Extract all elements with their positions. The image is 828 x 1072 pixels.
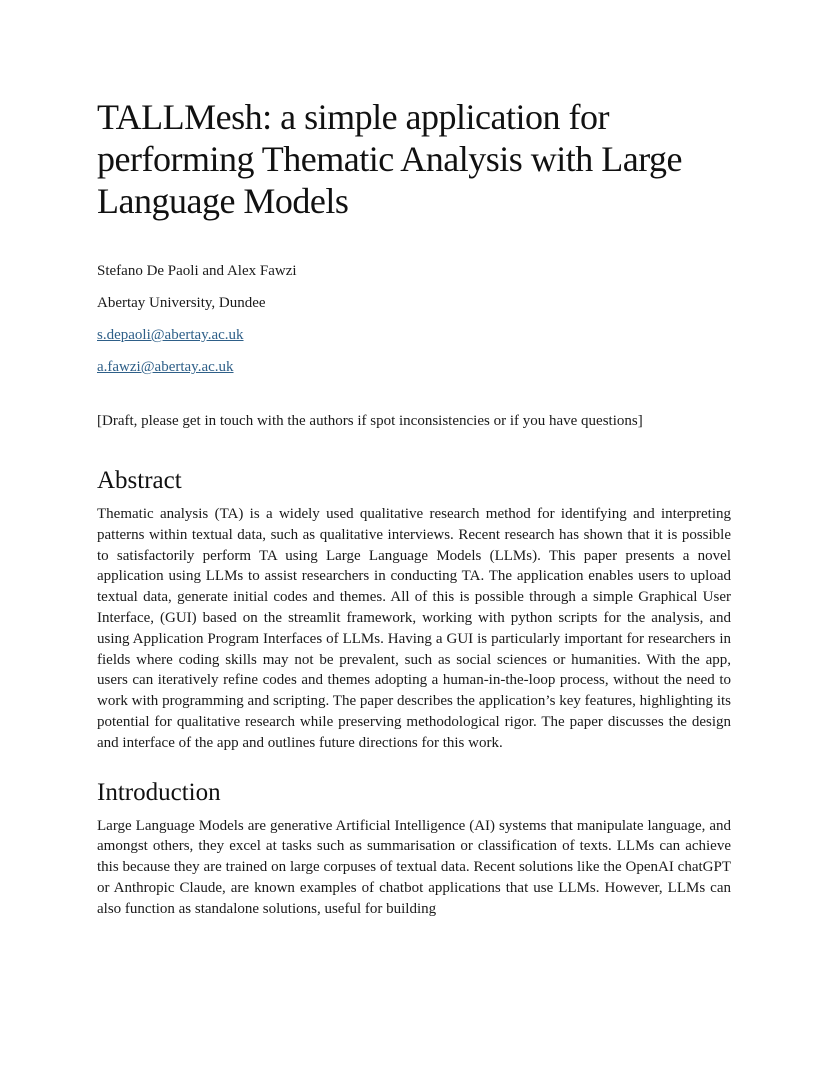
abstract-text: Thematic analysis (TA) is a widely used qualitative research method for identifying and interpreting patterns within textual data, such as qualitative interviews. Recent research has shown that it is possible to satisfactorily perform TA using Large Language Models (LLMs). This paper presents a novel application using LLMs to assist researchers in conducting TA. The application enables users to upload textual data, generate initial codes and themes. All of this is possible through a simple Graphical User Interface, (GUI) based on the streamlit framework, working with python scripts for the analysis, and using Application Program Interfaces of LLMs. Having a GUI is particularly important for researchers in fields where coding skills may not be prevalent, such as social sciences or humanities. With the app, users can iteratively refine codes and themes adopting a human-in-the-loop process, without the need to work with programming and scripting. The paper describes the application’s key features, highlighting its potential for qualitative research while preserving methodological rigor. The paper discusses the design and interface of the app and outlines future directions for this work. [97, 506, 731, 751]
authors: Stefano De Paoli and Alex Fawzi [97, 263, 297, 279]
email-link-fawzi[interactable]: a.fawzi@abertay.ac.uk [97, 359, 234, 375]
email-link-depaoli[interactable]: s.depaoli@abertay.ac.uk [97, 327, 244, 343]
introduction-text: Large Language Models are generative Artificial Intelligence (AI) systems that manipulate language, and amongst others, they excel at tasks such as summarisation or classification of texts. LLMs can achieve this because they are trained on large corpuses of textual data. Recent solutions like the OpenAI chatGPT or Anthropic Claude, are known examples of chatbot applications that use LLMs. However, LLMs can also function as standalone solutions, useful for building [97, 817, 731, 917]
abstract-heading: Abstract [97, 467, 182, 494]
paper-title: TALLMesh: a simple application for performing Thematic Analysis with Large Language Models [97, 97, 683, 221]
draft-note: [Draft, please get in touch with the authors if spot inconsistencies or if you have questions] [97, 413, 643, 429]
introduction-heading: Introduction [97, 778, 221, 806]
paper-page [97, 96, 731, 920]
affiliation: Abertay University, Dundee [97, 295, 266, 311]
author-block [97, 262, 731, 376]
